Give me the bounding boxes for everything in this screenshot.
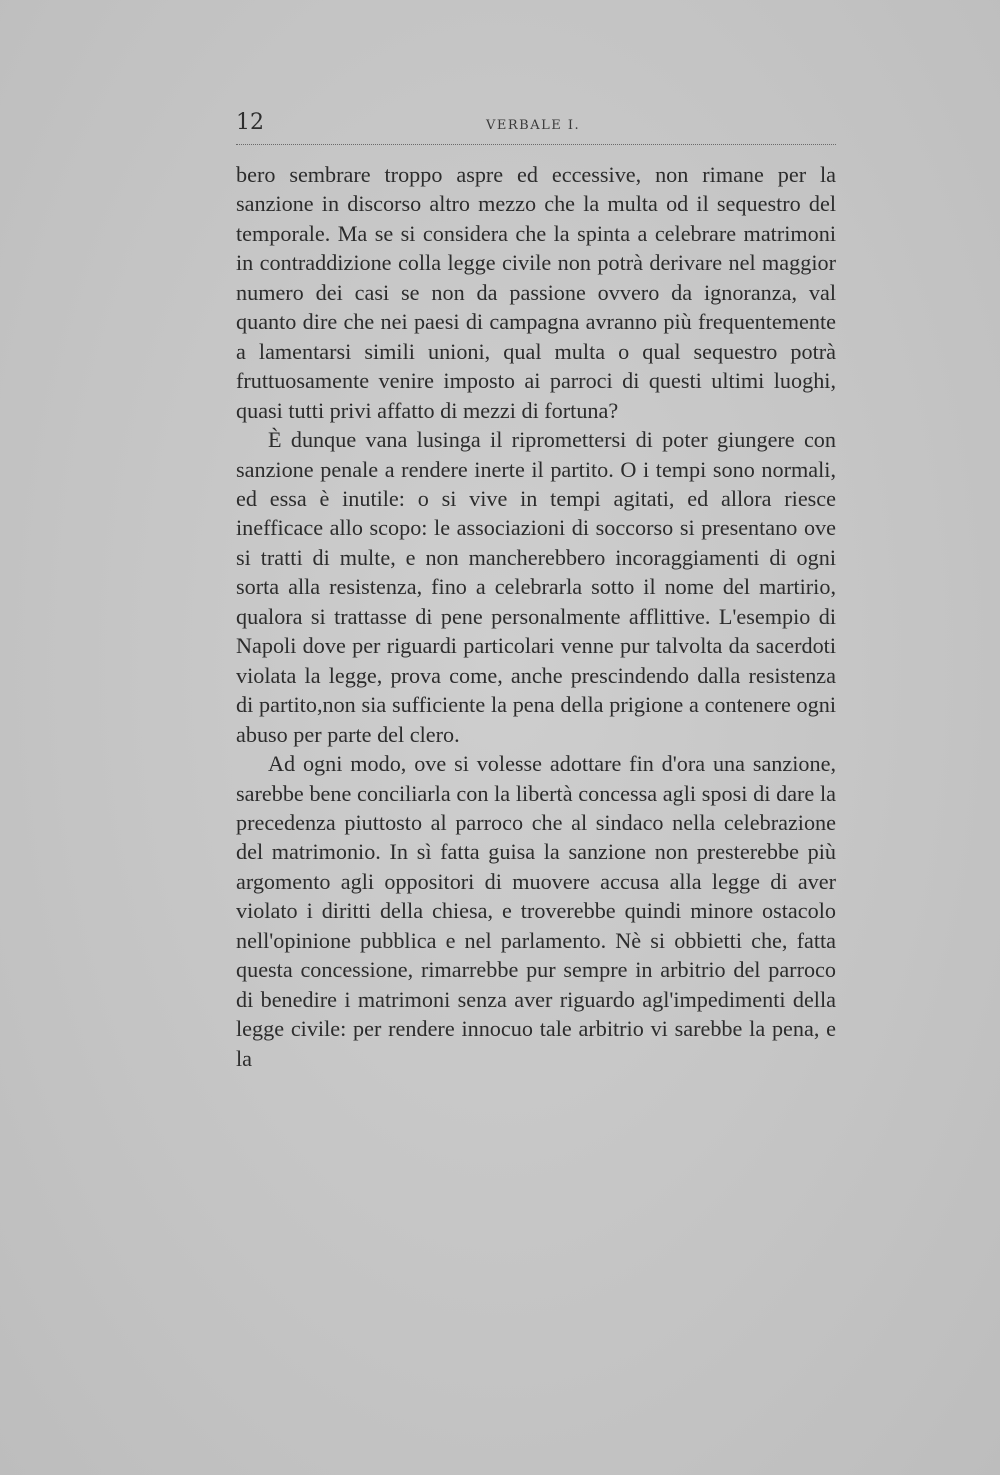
paragraph-3: Ad ogni modo, ove si volesse adottare fin d'ora una sanzione, sarebbe bene conciliarla con la libertà concessa agli sposi di dare la precedenza piuttosto al parroco che al sindaco nella celebrazione del matrimonio. In sì fatta guisa la sanzione non presterebbe più argomento agli oppositori di muovere accusa alla legge di aver violato i diritti della chiesa, e troverebbe quindi minore ostacolo nell'opinione pubblica e nel parlamento. Nè si obbietti che, fatta questa concessione, rimarrebbe pur sempre in arbitrio del parroco di benedire i matrimoni senza aver riguardo agl'impedimenti della legge civile: per rendere innocuo tale arbitrio vi sarebbe la pena, e la xyxy=(236,751,836,1071)
page-header xyxy=(236,110,836,142)
paragraph-2: È dunque vana lusinga il ripromettersi di poter giungere con sanzione penale a rendere inerte il partito. O i tempi sono normali, ed essa è inutile: o si vive in tempi agitati, ed allora riesce inefficace allo scopo: le associazioni di soccorso si presentano ove si tratti di multe, e non mancherebbero incoraggiamenti di ogni sorta alla resistenza, fino a celebrarla sotto il nome del martirio, qualora si trattasse di pene personalmente afflittive. L'esempio di Napoli dove per riguardi particolari venne pur talvolta da sacerdoti violata la legge, prova come, anche prescindendo dalla resistenza di partito,non sia sufficiente la pena della prigione a contenere ogni abuso per parte del clero. xyxy=(236,427,836,747)
body-text xyxy=(236,160,836,1073)
paragraph-1: bero sembrare troppo aspre ed eccessive, non rimane per la sanzione in discorso altro mezzo che la multa od il sequestro del temporale. Ma se si considera che la spinta a celebrare matrimoni in contraddizione colla legge civile non potrà derivare nel maggior numero dei casi se non da passione ovvero da ignoranza, val quanto dire che nei paesi di campagna avranno più frequentemente a lamentarsi simili unioni, qual multa o qual sequestro potrà fruttuosamente venire imposto ai parroci di questi ultimi luoghi, quasi tutti privi affatto di mezzi di fortuna? xyxy=(236,162,836,423)
page-number: 12 xyxy=(236,110,264,135)
header-rule xyxy=(236,144,836,145)
running-head: VERBALE I. xyxy=(486,118,581,133)
